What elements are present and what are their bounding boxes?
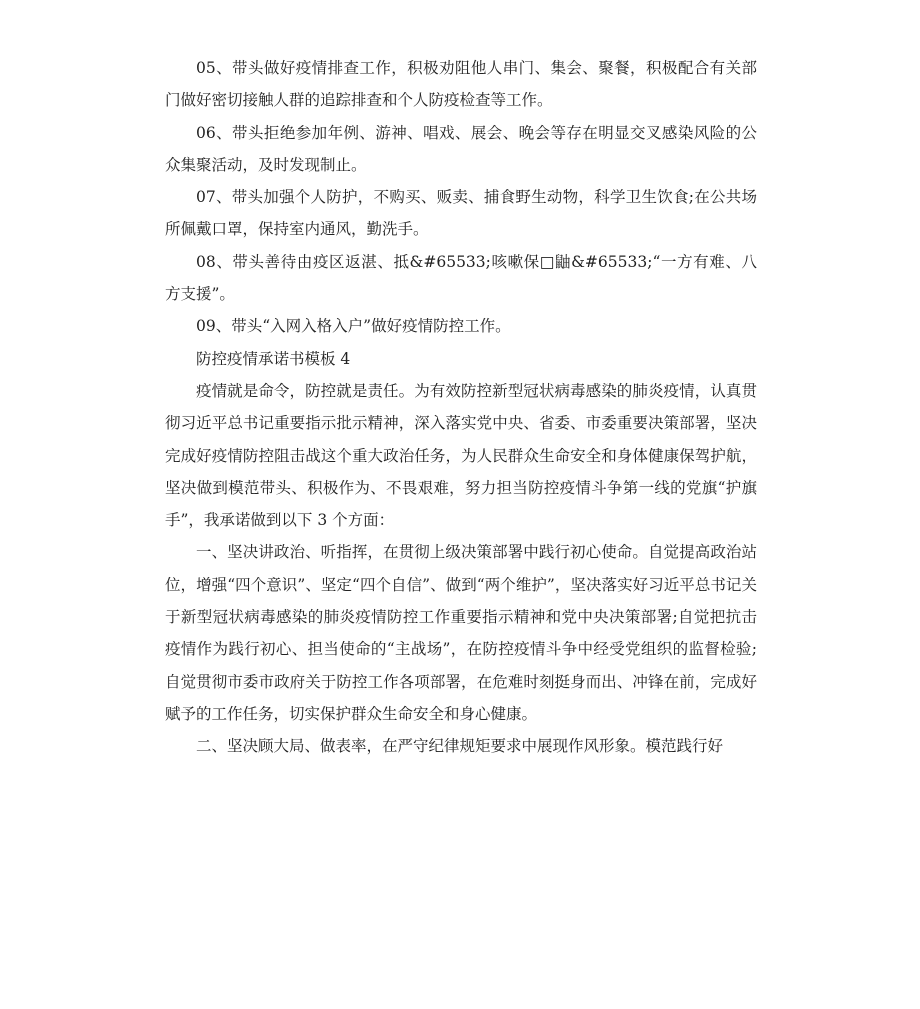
template-4-heading: 防控疫情承诺书模板 4: [196, 349, 351, 368]
item-07-paragraph: 07、带头加强个人防护，不购买、贩卖、捕食野生动物，科学卫生饮食;在公共场所佩戴口罩，保持室内通风，勤洗手。: [165, 188, 757, 239]
item-05-paragraph: 05、带头做好疫情排查工作，积极劝阻他人串门、集会、聚餐，积极配合有关部门做好密切接触人群的追踪排查和个人防疫检查等工作。: [165, 59, 757, 110]
point-two-paragraph: 二、坚决顾大局、做表率，在严守纪律规矩要求中展现作风形象。模范践行好: [196, 737, 724, 756]
point-one-paragraph: 一、坚决讲政治、听指挥，在贯彻上级决策部署中践行初心使命。自觉提高政治站位，增强“四个意识”、坚定“四个自信”、做到“两个维护”，坚决落实好习近平总书记关于新型冠状病毒感染的肺炎疫情防控工作重要指示精神和党中央决策部署;自觉把抗击疫情作为践行初心、担当使命的“主战场”，在防控疫情斗争中经受党组织的监督检验;自觉贯彻市委市政府关于防控工作各项部署，在危难时刻挺身而出、冲锋在前，完成好赋予的工作任务，切实保护群众生命安全和身心健康。: [165, 543, 757, 723]
item-09-paragraph: 09、带头“入网入格入户”做好疫情防控工作。: [196, 317, 511, 336]
document-body: [165, 52, 757, 763]
item-06-paragraph: 06、带头拒绝参加年例、游神、唱戏、展会、晚会等存在明显交叉感染风险的公众集聚活动，及时发现制止。: [165, 123, 757, 174]
item-08-paragraph: 08、带头善待由疫区返湛、抵&#65533;咳嗽保□鼬&#65533;“一方有难、八方支援”。: [165, 252, 757, 304]
intro-paragraph: 疫情就是命令，防控就是责任。为有效防控新型冠状病毒感染的肺炎疫情，认真贯彻习近平总书记重要指示批示精神，深入落实党中央、省委、市委重要决策部署，坚决完成好疫情防控阻击战这个重大政治任务，为人民群众生命安全和身体健康保驾护航，坚决做到模范带头、积极作为、不畏艰难，努力担当防控疫情斗争第一线的党旗“护旗手”，我承诺做到以下 3 个方面：: [165, 381, 757, 530]
